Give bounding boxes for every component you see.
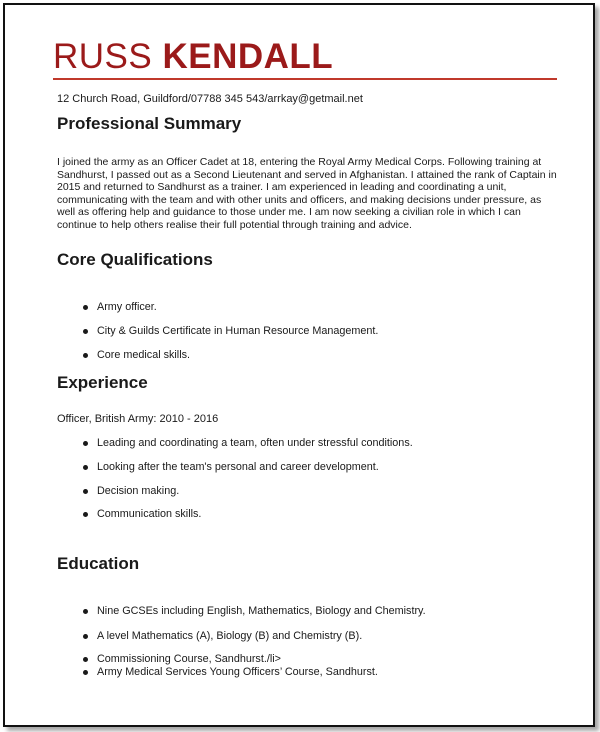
header-divider bbox=[53, 78, 557, 80]
last-name: KENDALL bbox=[162, 37, 334, 76]
bullet-icon bbox=[83, 353, 88, 358]
candidate-name bbox=[53, 37, 333, 77]
experience-heading: Experience bbox=[57, 373, 148, 392]
bullet-icon bbox=[83, 657, 88, 662]
bullet-icon bbox=[83, 512, 88, 517]
bullet-icon bbox=[83, 329, 88, 334]
cv-page: RUSS KENDALL 12 Church Road, Guildford/07788 345 543/arrkay@getmail.net Professional Summary I joined the army as an Officer Cadet at 18, entering the Royal Army Medical Corps. Following training at Sandhurst, I passed out as a Second Lieutenant and served in Afghanistan. I attained the rank of Captain in 2015 and returned to Sandhurst as a trainer. I am experienced in leading and coordinating a unit, communicating with the team and with other units and officers, and making decisions under pressure, as well as offering help and guidance to those under me. I am now seeking a civilian role in which I can continue to help others realise their full potential through training and advice. Core Qualifications Army officer. City & Guilds Certificate in Human Resource Management. Core medical skills. Experience Officer, British Army: 2010 - 2016 Leading and coordinating a team, often under stressful conditions. Looking after the team's personal and career development. Decision making. Communication skills. Education Nine GCSEs including English, Mathematics, Biology and Chemistry. A level Mathematics (A), Biology (B) and Chemistry (B). Commissioning Course, Sandhurst./li> Army Medical Services Young Officers’ Course, Sandhurst. bbox=[3, 3, 595, 727]
experience-role: Officer, British Army: 2010 - 2016 bbox=[57, 413, 219, 425]
bullet-icon bbox=[83, 441, 88, 446]
education-heading: Education bbox=[57, 554, 140, 573]
first-name: RUSS bbox=[53, 37, 153, 76]
bullet-icon bbox=[83, 305, 88, 310]
qualifications-heading: Core Qualifications bbox=[57, 250, 213, 269]
bullet-icon bbox=[83, 609, 88, 614]
summary-heading: Professional Summary bbox=[57, 114, 242, 133]
bullet-icon bbox=[83, 465, 88, 470]
contact-line: 12 Church Road, Guildford/07788 345 543/arrkay@getmail.net bbox=[57, 93, 363, 105]
summary-text: I joined the army as an Officer Cadet at 18, entering the Royal Army Medical Corps. Following training at Sandhurst, I passed out as a Second Lieutenant and served in Afghanistan. I attained the rank of Captain in 2015 and returned to Sandhurst as a trainer. I am experienced in leading and coordinating a unit, communicating with the team and with other units and officers, and making decisions under pressure, as well as offering help and guidance to those under me. I am now seeking a civilian role in which I can continue to help others realise their full potential through training and advice. bbox=[57, 156, 557, 231]
bullet-icon bbox=[83, 634, 88, 639]
bullet-icon bbox=[83, 670, 88, 675]
bullet-icon bbox=[83, 489, 88, 494]
